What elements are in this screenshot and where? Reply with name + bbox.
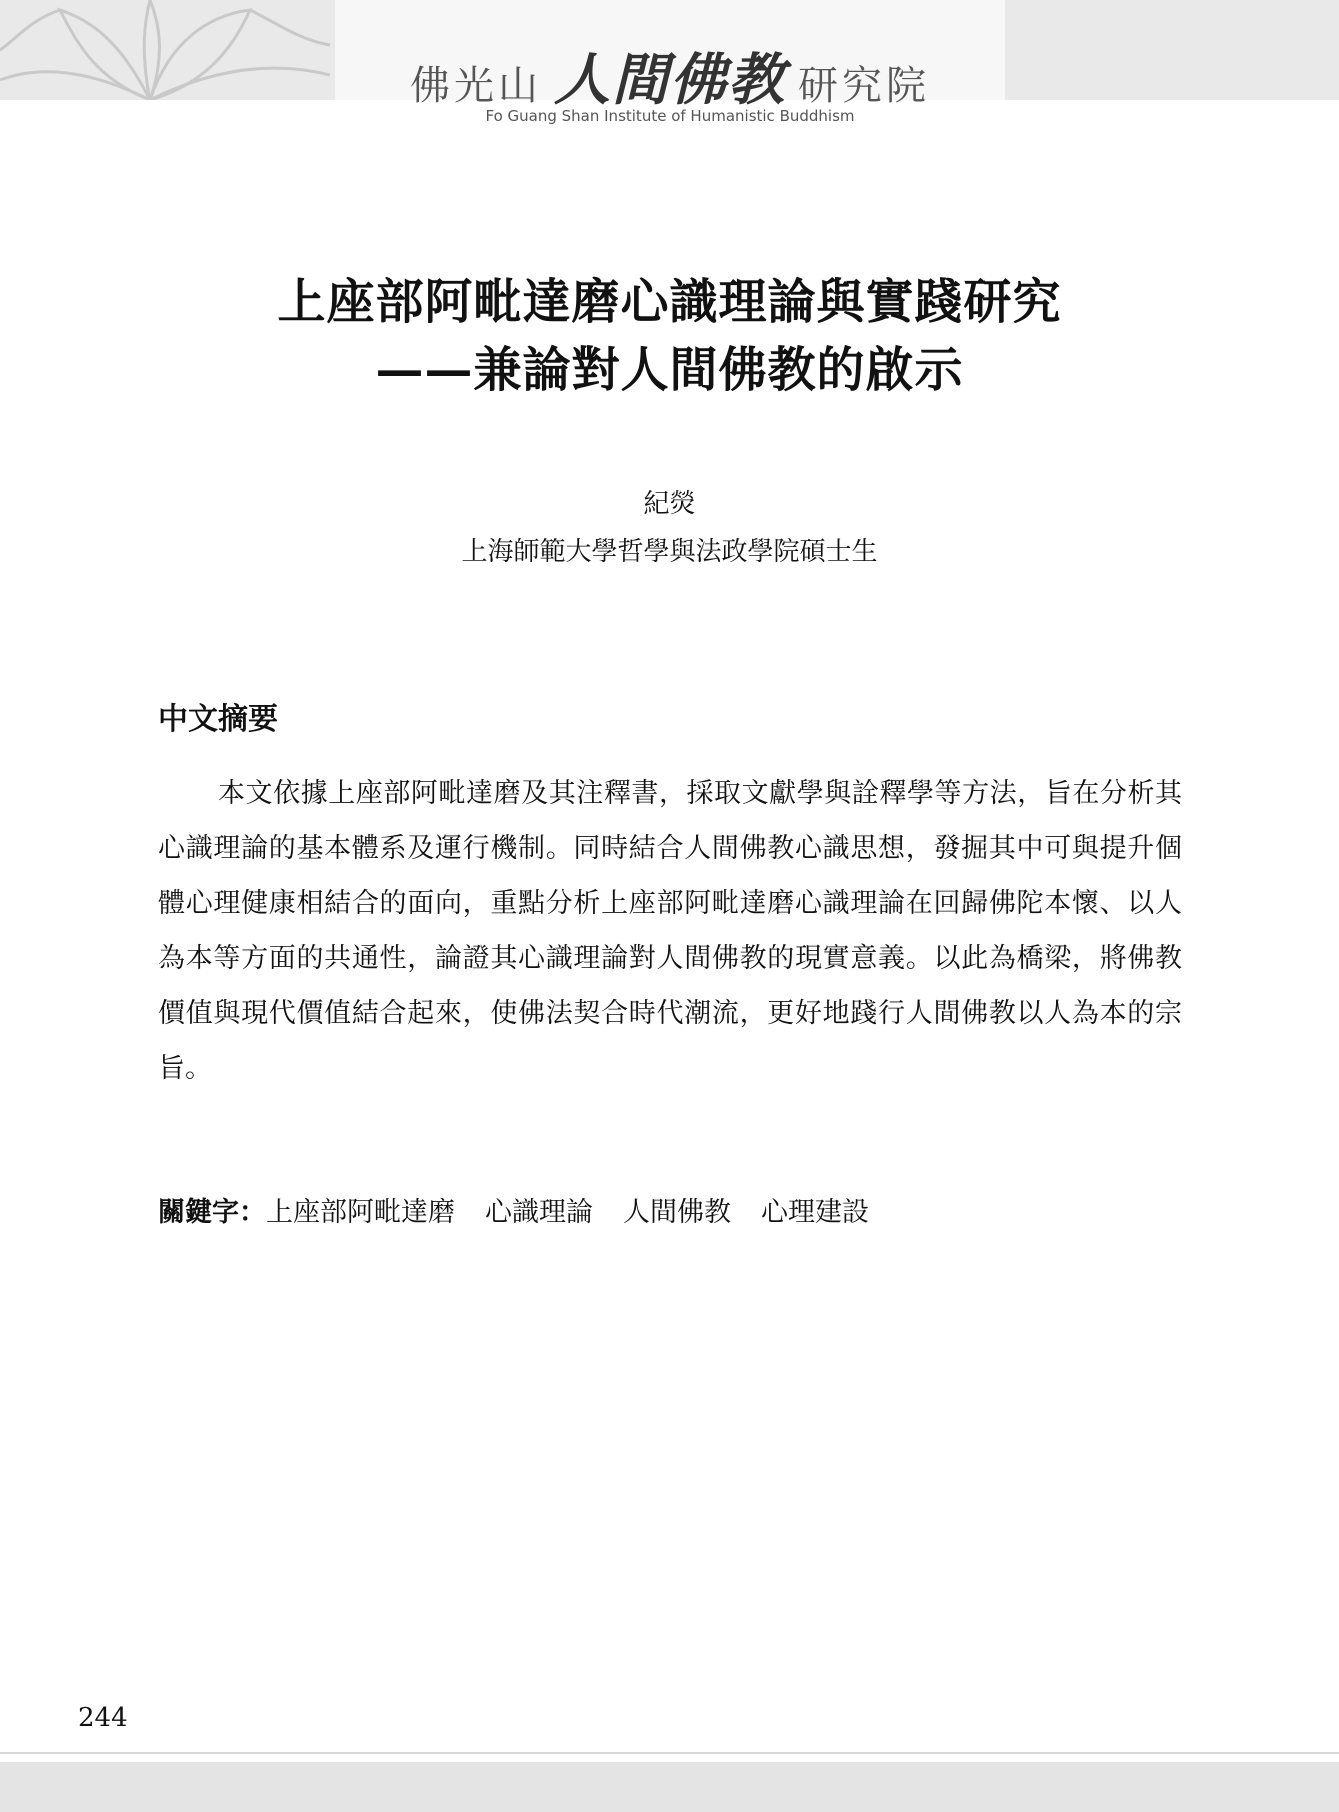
institute-english-name: Fo Guang Shan Institute of Humanistic Buddhism xyxy=(485,107,855,125)
keywords-label: 關鍵字： xyxy=(158,1197,266,1228)
keyword-item: 心識理論 xyxy=(485,1197,593,1228)
footer-band xyxy=(0,1762,1339,1812)
footer-divider xyxy=(0,1752,1339,1754)
header-title-box xyxy=(335,0,1005,113)
institute-name-right: 研究院 xyxy=(798,63,930,109)
keywords xyxy=(158,1193,899,1233)
author-block xyxy=(0,484,1339,572)
keyword-item: 上座部阿毗達磨 xyxy=(266,1197,455,1228)
institute-name-left: 佛光山 xyxy=(410,63,542,109)
institute-name xyxy=(335,36,1005,116)
institute-name-brush: 人間佛教 xyxy=(554,47,786,113)
keyword-item: 心理建設 xyxy=(761,1197,869,1228)
abstract-heading: 中文摘要 xyxy=(158,702,278,737)
paper-title-line-1: 上座部阿毗達磨心識理論與實踐研究 xyxy=(277,274,1062,330)
paper-title-line-2: ——兼論對人間佛教的啟示 xyxy=(375,342,964,398)
keyword-item: 人間佛教 xyxy=(623,1197,731,1228)
lotus-ornament-icon xyxy=(0,0,330,100)
abstract-body: 本文依據上座部阿毗達磨及其注釋書，採取文獻學與詮釋學等方法，旨在分析其心識理論的基本體系及運行機制。同時結合人間佛教心識思想，發掘其中可與提升個體心理健康相結合的面向，重點分析上座部阿毗達磨心識理論在回歸佛陀本懷、以人為本等方面的共通性，論證其心識理論對人間佛教的現實意義。以此為橋梁，將佛教價值與現代價值結合起來，使佛法契合時代潮流，更好地踐行人間佛教以人為本的宗旨。 xyxy=(158,778,1182,1084)
page-number: 244 xyxy=(78,1703,128,1733)
header-band xyxy=(0,0,1339,113)
author-affiliation: 上海師範大學哲學與法政學院碩士生 xyxy=(461,537,878,567)
author-name: 紀熒 xyxy=(643,489,696,519)
paper-title xyxy=(0,268,1339,404)
